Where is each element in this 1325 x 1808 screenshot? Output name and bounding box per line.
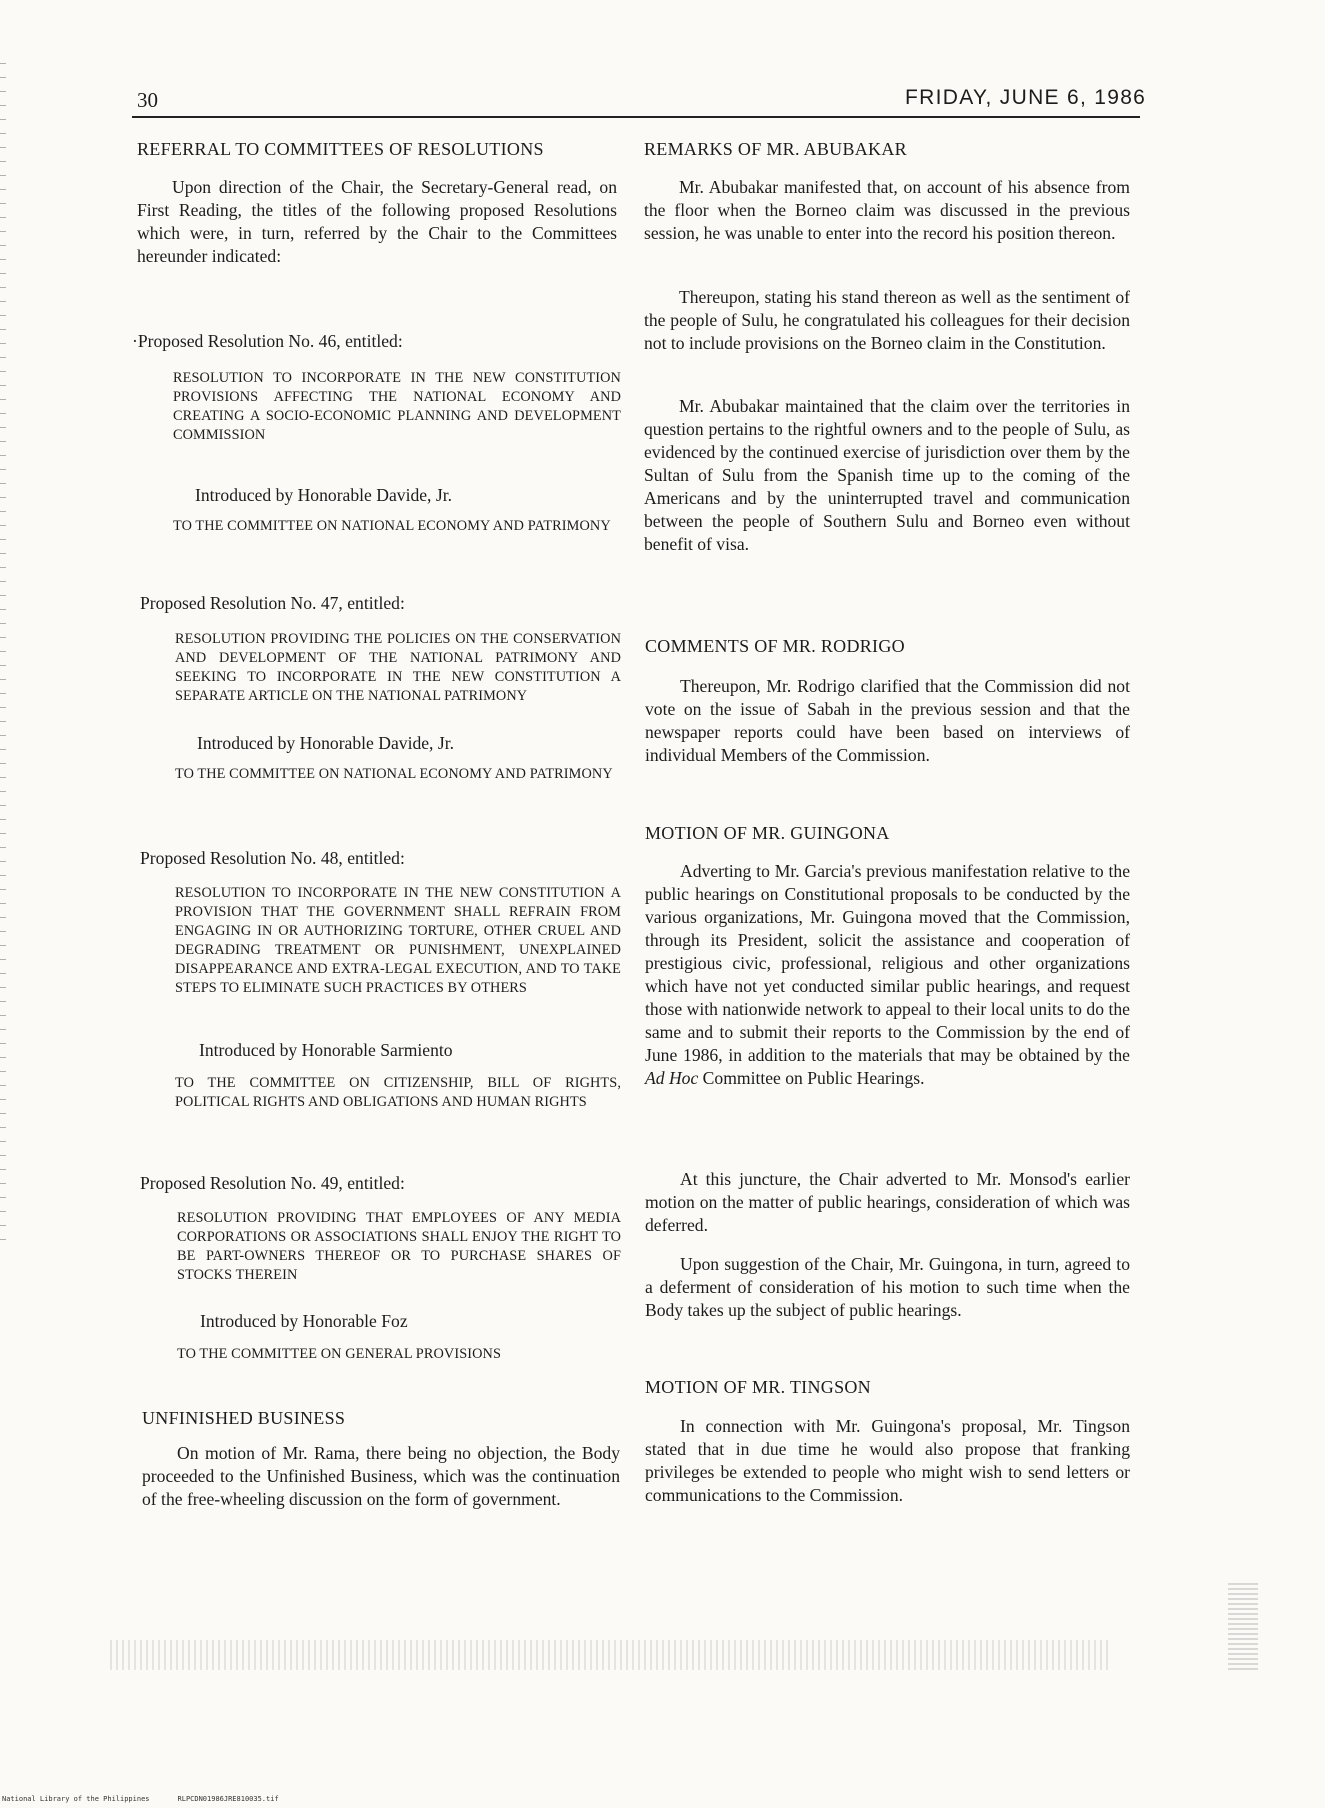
guingona-paragraph-3: Upon suggestion of the Chair, Mr. Guingona, in turn, agreed to a deferment of consideration of his motion to such time when the Body takes up the subject of public hearings. bbox=[645, 1254, 1130, 1320]
resolution-48-committee: TO THE COMMITTEE ON CITIZENSHIP, BILL OF RIGHTS, POLITICAL RIGHTS AND OBLIGATIONS AND HUMAN RIGHTS bbox=[175, 1075, 621, 1110]
page-number: 30 bbox=[137, 88, 158, 112]
ad-hoc-italic: Ad Hoc bbox=[645, 1068, 699, 1088]
page-date: FRIDAY, JUNE 6, 1986 bbox=[905, 86, 1147, 109]
referral-heading: REFERRAL TO COMMITTEES OF RESOLUTIONS bbox=[137, 139, 544, 159]
tingson-paragraph: In connection with Mr. Guingona's proposal, Mr. Tingson stated that in due time he would also propose that franking privileges be extended to people who might wish to send letters or communications to the Commission. bbox=[645, 1416, 1130, 1505]
scan-edge-marks bbox=[0, 60, 6, 1240]
guingona-paragraph-2: At this juncture, the Chair adverted to Mr. Monsod's earlier motion on the matter of public hearings, consideration of which was deferred. bbox=[645, 1169, 1130, 1235]
guingona-paragraph-1-text: Adverting to Mr. Garcia's previous manifestation relative to the public hearings on Constitutional proposals to be conducted by the various organizations, Mr. Guingona moved that the Commission, through its President, solicit the assistance and cooperation of prestigious civic, professional, religious and other organizations which have not yet conducted similar public hearings, and request those with nationwide network to appeal to their local units to do the same and to submit their reports to the Commission by the end of June 1986, in addition to the materials that may be obtained by the bbox=[645, 861, 1130, 1065]
resolution-47-introduced: Introduced by Honorable Davide, Jr. bbox=[197, 733, 454, 753]
abubakar-paragraph-1: Mr. Abubakar manifested that, on account of his absence from the floor when the Borneo claim was discussed in the previous session, he was unable to enter into the record his position thereon. bbox=[644, 177, 1130, 243]
resolution-49-text: RESOLUTION PROVIDING THAT EMPLOYEES OF ANY MEDIA CORPORATIONS OR ASSOCIATIONS SHALL ENJOY THE RIGHT TO BE PART-OWNERS THEREOF OR TO PURCHASE SHARES OF STOCKS THEREIN bbox=[177, 1210, 621, 1283]
unfinished-paragraph: On motion of Mr. Rama, there being no objection, the Body proceeded to the Unfinished Business, which was the continuation of the free-wheeling discussion on the form of government. bbox=[142, 1443, 620, 1509]
scan-noise-corner bbox=[1228, 1580, 1258, 1670]
resolution-49-introduced: Introduced by Honorable Foz bbox=[200, 1311, 408, 1331]
tingson-heading: MOTION OF MR. TINGSON bbox=[645, 1377, 871, 1397]
resolution-47-title: Proposed Resolution No. 47, entitled: bbox=[140, 593, 405, 613]
referral-paragraph: Upon direction of the Chair, the Secretary-General read, on First Reading, the titles of the following proposed Resolutions which were, in turn, referred by the Chair to the Committees hereunder indicated: bbox=[137, 177, 617, 266]
rodrigo-paragraph: Thereupon, Mr. Rodrigo clarified that the Commission did not vote on the issue of Sabah in the previous session and that the newspaper reports could have been based on interviews of individual Members of the Commission. bbox=[645, 676, 1130, 765]
scan-noise-band bbox=[110, 1640, 1110, 1670]
rodrigo-heading: COMMENTS OF MR. RODRIGO bbox=[645, 636, 905, 656]
resolution-46-text: RESOLUTION TO INCORPORATE IN THE NEW CONSTITUTION PROVISIONS AFFECTING THE NATIONAL ECONOMY AND CREATING A SOCIO-ECONOMIC PLANNING AND DEVELOPMENT COMMISSION bbox=[173, 370, 621, 443]
resolution-47-text: RESOLUTION PROVIDING THE POLICIES ON THE CONSERVATION AND DEVELOPMENT OF THE NATIONAL PATRIMONY AND SEEKING TO INCORPORATE IN THE NEW CONSTITUTION A SEPARATE ARTICLE ON THE NATIONAL PATRIMONY bbox=[175, 631, 621, 704]
unfinished-heading: UNFINISHED BUSINESS bbox=[142, 1408, 346, 1428]
guingona-heading: MOTION OF MR. GUINGONA bbox=[645, 823, 890, 843]
resolution-46-introduced: Introduced by Honorable Davide, Jr. bbox=[195, 485, 452, 505]
resolution-46-committee: TO THE COMMITTEE ON NATIONAL ECONOMY AND PATRIMONY bbox=[173, 518, 611, 534]
scan-footer bbox=[2, 1795, 307, 1803]
resolution-47-committee: TO THE COMMITTEE ON NATIONAL ECONOMY AND PATRIMONY bbox=[175, 766, 613, 782]
footer-file: RLPCDN01986JRE810035.tif bbox=[177, 1795, 279, 1803]
abubakar-paragraph-2: Thereupon, stating his stand thereon as well as the sentiment of the people of Sulu, he congratulated his colleagues for their decision not to include provisions on the Borneo claim in the Constitution. bbox=[644, 287, 1130, 353]
abubakar-heading: REMARKS OF MR. ABUBAKAR bbox=[644, 139, 907, 159]
resolution-48-introduced: Introduced by Honorable Sarmiento bbox=[199, 1040, 453, 1060]
guingona-paragraph-1-end: Committee on Public Hearings. bbox=[702, 1068, 925, 1088]
guingona-paragraph-1 bbox=[645, 860, 1130, 1090]
footer-library: National Library of the Philippines bbox=[2, 1795, 150, 1803]
header-rule bbox=[132, 116, 1140, 118]
resolution-49-committee: TO THE COMMITTEE ON GENERAL PROVISIONS bbox=[177, 1346, 502, 1362]
resolution-46-title: ·Proposed Resolution No. 46, entitled: bbox=[132, 331, 403, 351]
resolution-49-title: Proposed Resolution No. 49, entitled: bbox=[140, 1173, 405, 1193]
resolution-48-text: RESOLUTION TO INCORPORATE IN THE NEW CONSTITUTION A PROVISION THAT THE GOVERNMENT SHALL REFRAIN FROM ENGAGING IN OR AUTHORIZING TORTURE, OTHER CRUEL AND DEGRADING TREATMENT OR PUNISHMENT, UNEXPLAINED DISAPPEARANCE AND EXTRA-LEGAL EXECUTION, AND TO TAKE STEPS TO ELIMINATE SUCH PRACTICES BY OTHERS bbox=[175, 885, 621, 996]
abubakar-paragraph-3: Mr. Abubakar maintained that the claim over the territories in question pertains to the rightful owners and to the people of Sulu, as evidenced by the continued exercise of jurisdiction over them by the Sultan of Sulu from the Spanish time up to the coming of the Americans and by the uninterrupted travel and communication between the people of Southern Sulu and Borneo even without benefit of visa. bbox=[644, 396, 1130, 554]
resolution-48-title: Proposed Resolution No. 48, entitled: bbox=[140, 848, 405, 868]
